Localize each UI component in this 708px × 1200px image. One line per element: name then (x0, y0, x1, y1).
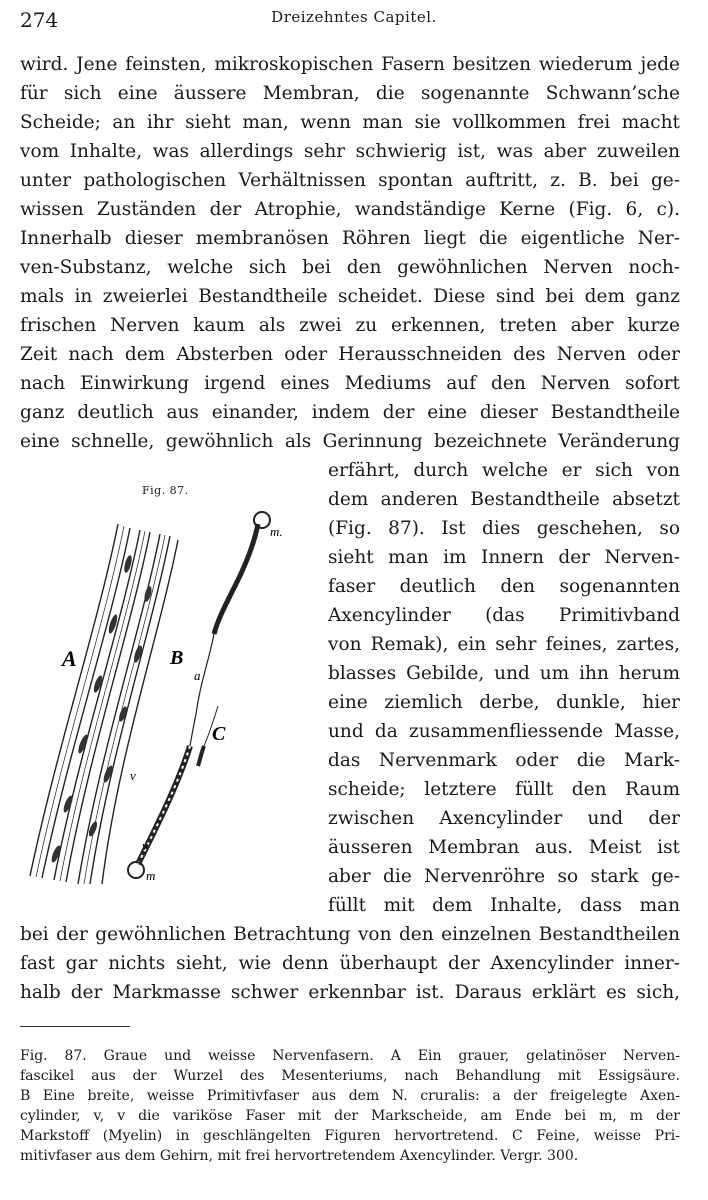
figure-letter-m-top: m. (270, 524, 283, 539)
fiber-b-drawing (128, 512, 270, 878)
body-line: für sich eine äussere Membran, die sogenannte Schwann’sche (20, 83, 680, 104)
figure-letter-a: A (62, 646, 77, 671)
body-line: mals in zweierlei Bestandtheile scheidet. Diese sind bei dem ganz (20, 286, 680, 307)
body-line: wird. Jene feinsten, mikroskopischen Fasern besitzen wiederum jede (20, 54, 680, 75)
figure-caption-line: cylinder, v, v die variköse Faser mit der Markscheide, am Ende bei m, m der (20, 1108, 680, 1124)
figure-caption-line: B Eine breite, weisse Primitivfaser aus dem N. cruralis: a der freigelegte Axen- (20, 1088, 680, 1104)
figure-letter-m-bottom: m (146, 868, 156, 883)
body-line: ven-Substanz, welche sich bei den gewöhnlichen Nerven noch- (20, 257, 680, 278)
body-line: frischen Nerven kaum als zwei zu erkennen, treten aber kurze (20, 315, 680, 336)
side-line: von Remak), ein sehr feines, zartes, (328, 634, 680, 655)
figure-caption-line: mitivfaser aus dem Gehirn, mit frei hervortretendem Axencylinder. Vergr. 300. (20, 1148, 579, 1164)
figure-caption-line: Markstoff (Myelin) in geschlängelten Figuren hervortretend. C Feine, weisse Pri- (20, 1128, 680, 1144)
side-line: Axencylinder (das Primitivband (328, 605, 680, 626)
body-line: fast gar nichts sieht, wie denn überhaupt der Axencylinder inner- (20, 953, 680, 974)
figure-letter-b: B (170, 647, 184, 669)
footnote-divider (20, 1026, 130, 1027)
side-line: eine ziemlich derbe, dunkle, hier (328, 692, 680, 713)
side-line: (Fig. 87). Ist dies geschehen, so (328, 518, 680, 539)
body-line: nach Einwirkung irgend eines Mediums auf den Nerven sofort (20, 373, 680, 394)
figure-87 (18, 484, 322, 894)
figure-letter-c: C (212, 723, 226, 745)
body-line: Zeit nach dem Absterben oder Herausschneiden des Nerven oder (20, 344, 680, 365)
figure-letter-axis: a (194, 668, 201, 683)
side-line: zwischen Axencylinder und der (328, 808, 680, 829)
nerve-fibers-illustration (18, 484, 322, 894)
page-header (20, 6, 688, 30)
side-line: sieht man im Innern der Nerven- (328, 547, 680, 568)
body-line: Scheide; an ihr sieht man, wenn man sie vollkommen frei macht (20, 112, 680, 133)
body-line: Innerhalb dieser membranösen Röhren liegt die eigentliche Ner- (20, 228, 680, 249)
side-line: und da zusammenfliessende Masse, (328, 721, 680, 742)
side-line: blasses Gebilde, und um ihn herum (328, 663, 680, 684)
side-line: äusseren Membran aus. Meist ist (328, 837, 680, 858)
body-line: unter pathologischen Verhältnissen spontan auftritt, z. B. bei ge- (20, 170, 680, 191)
page-number: 274 (20, 8, 59, 32)
side-line: erfährt, durch welche er sich von (328, 460, 680, 481)
figure-label: Fig. 87. (142, 484, 189, 497)
figure-letter-v-bottom: v (142, 838, 148, 853)
side-line: dem anderen Bestandtheile absetzt (328, 489, 680, 510)
side-line: das Nervenmark oder die Mark- (328, 750, 680, 771)
side-line: faser deutlich den sogenannten (328, 576, 680, 597)
figure-letter-v-top: v (130, 768, 136, 783)
body-line: vom Inhalte, was allerdings sehr schwierig ist, was aber zuweilen (20, 141, 680, 162)
body-line: halb der Markmasse schwer erkennbar ist. Daraus erklärt es sich, (20, 982, 680, 1003)
side-line: aber die Nervenröhre so stark ge- (328, 866, 680, 887)
side-line: scheide; letztere füllt den Raum (328, 779, 680, 800)
side-line: füllt mit dem Inhalte, dass man (328, 895, 680, 916)
body-line: wissen Zuständen der Atrophie, wandständige Kerne (Fig. 6, c). (20, 199, 680, 220)
running-head: Dreizehntes Capitel. (271, 8, 437, 26)
figure-caption-line: fascikel aus der Wurzel des Mesenteriums, nach Behandlung mit Essigsäure. (20, 1068, 680, 1084)
body-line: bei der gewöhnlichen Betrachtung von den einzelnen Bestandtheilen (20, 924, 680, 945)
body-line: eine schnelle, gewöhnlich als Gerinnung bezeichnete Veränderung (20, 431, 680, 452)
figure-caption-line: Fig. 87. Graue und weisse Nervenfasern. A Ein grauer, gelatinöser Nerven- (20, 1048, 680, 1064)
body-line: ganz deutlich aus einander, indem der eine dieser Bestandtheile (20, 402, 680, 423)
